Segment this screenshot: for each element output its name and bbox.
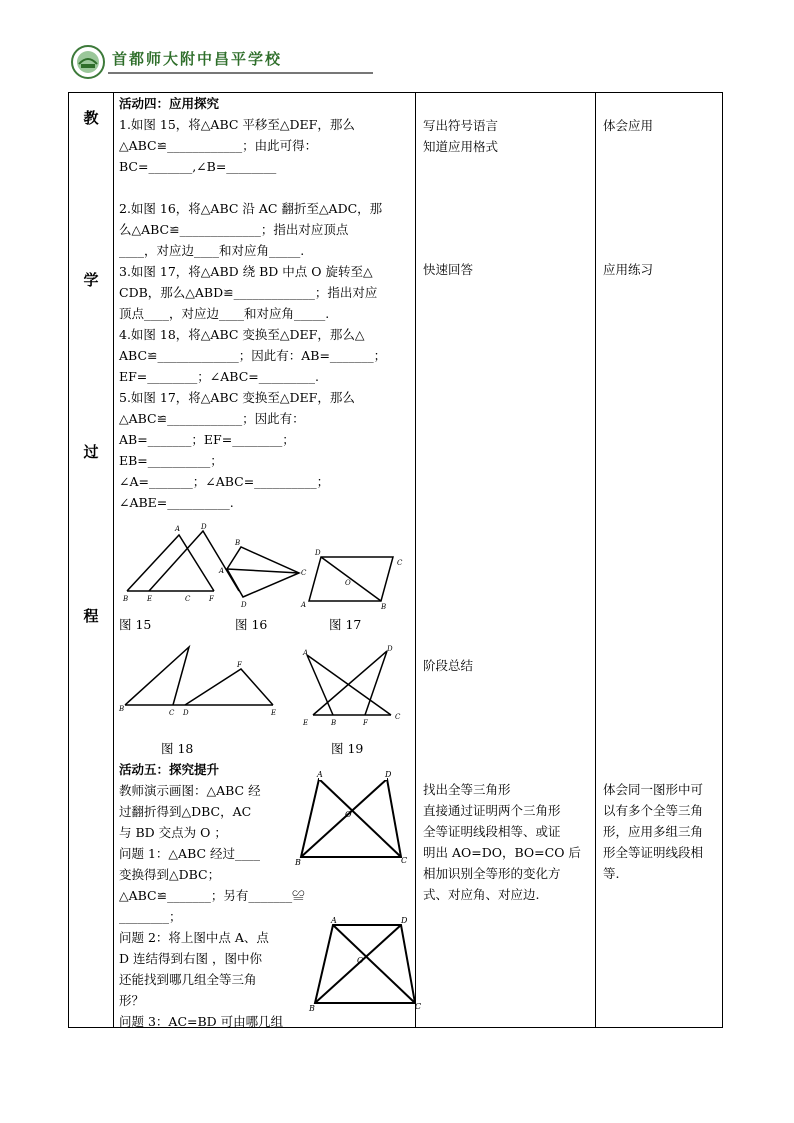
fig-label: C xyxy=(415,1002,422,1011)
fig-label: C xyxy=(301,569,307,577)
side-label-xue: 学 xyxy=(83,271,99,289)
fig-label: F xyxy=(237,661,242,669)
fig-label: B xyxy=(309,1004,315,1013)
caption-fig19: 图 19 xyxy=(331,741,364,756)
fig-label: A xyxy=(331,916,337,925)
col3-text: 式、对应角、对应边. xyxy=(423,887,540,902)
fig-label: A xyxy=(175,525,181,533)
col4-text: 形全等证明线段相 xyxy=(603,845,704,860)
col-divider xyxy=(415,93,416,1027)
a5-line: 变换得到△DBC； xyxy=(119,867,221,882)
col3-text: 找出全等三角形 xyxy=(423,782,511,797)
side-label-guo: 过 xyxy=(83,443,99,461)
a4-line: EB=__________； xyxy=(119,453,223,468)
school-name: 首都师大附中昌平学校 xyxy=(112,50,283,68)
fig-label: A xyxy=(219,567,225,575)
a5-line: 形？ xyxy=(119,993,145,1008)
side-label-jiao: 教 xyxy=(83,109,99,127)
fig-label: D xyxy=(315,549,321,557)
a4-line: EF=________；∠ABC=_________. xyxy=(119,369,319,384)
figure-16 xyxy=(219,539,309,609)
header-rule xyxy=(108,72,373,74)
a4-line: ∠ABE=__________. xyxy=(119,495,234,510)
fig-label: F xyxy=(363,719,368,727)
a5-line: 过翻折得到△DBC，AC xyxy=(119,804,252,819)
a5-line: △ABC≌_______；另有_______≌ xyxy=(119,888,305,903)
a4-line: 2.如图 16，将△ABC 沿 AC 翻折至△ADC，那 xyxy=(119,201,383,216)
fig-label: A xyxy=(301,601,307,609)
page-header xyxy=(70,44,310,84)
a4-line: △ABC≌____________；因此有： xyxy=(119,411,305,426)
col3-summary: 阶段总结 xyxy=(423,658,474,673)
a5-line: 教师演示画图：△ABC 经 xyxy=(119,783,261,798)
col3-text: 写出符号语言 xyxy=(423,118,499,133)
fig-label: C xyxy=(401,856,408,865)
activity4-title: 活动四：应用探究 xyxy=(119,96,220,111)
a4-line xyxy=(119,177,411,198)
caption-fig17: 图 17 xyxy=(329,617,362,632)
a5-line: 与 BD 交点为 O ； xyxy=(119,825,227,840)
col-divider xyxy=(113,93,114,1027)
figure-17 xyxy=(301,549,401,609)
a4-line: △ABC≌____________；由此可得： xyxy=(119,138,318,153)
a4-line: BC=_______,∠B=________ xyxy=(119,159,277,174)
fig-label: C xyxy=(169,709,175,717)
a5-line: ________； xyxy=(119,909,182,924)
a5-line: 问题 3：AC=BD 可由哪几组 xyxy=(119,1014,284,1029)
a4-line: CDB，那么△ABD≌_____________；指出对应 xyxy=(119,285,378,300)
col3-a4 xyxy=(423,115,498,157)
a4-line: ABC≌_____________；因此有：AB=_______； xyxy=(119,348,387,363)
fig-label: C xyxy=(395,713,401,721)
fig-label: D xyxy=(387,645,393,653)
fig-label: B xyxy=(119,705,125,713)
figure-fold xyxy=(295,769,407,865)
fig-label: B xyxy=(235,539,241,547)
fig-label: E xyxy=(271,709,277,717)
col3-text: 明出 AO=DO，BO=CO 后 xyxy=(423,845,581,860)
a5-line: D 连结得到右图 ，图中你 xyxy=(119,951,262,966)
col4-text: 体会同一图形中可 xyxy=(603,782,704,797)
fig-label: D xyxy=(385,770,392,779)
activity5-title: 活动五：探究提升 xyxy=(119,762,220,777)
fig-label: E xyxy=(303,719,309,727)
a5-line: 还能找到哪几组全等三角 xyxy=(119,972,257,987)
activity5-block xyxy=(119,759,305,1032)
fig-label: B xyxy=(381,603,387,611)
col3-a5 xyxy=(423,779,581,905)
lesson-table xyxy=(68,92,723,1028)
a4-line: 3.如图 17，将△ABD 绕 BD 中点 O 旋转至△ xyxy=(119,264,373,279)
a4-line: ____，对应边____和对应角_____. xyxy=(119,243,305,258)
fig-label: F xyxy=(209,595,214,603)
col4-apply: 体会应用 xyxy=(603,118,654,133)
figure-15 xyxy=(119,523,219,603)
caption-fig16: 图 16 xyxy=(235,617,268,632)
fig-label: A xyxy=(317,770,323,779)
col3-text: 直接通过证明两个三角形 xyxy=(423,803,561,818)
side-label-cheng: 程 xyxy=(83,607,99,625)
fig-label: C xyxy=(397,559,403,567)
caption-fig18: 图 18 xyxy=(161,741,194,756)
fig-label: C xyxy=(185,595,191,603)
a4-line: ∠A=_______；∠ABC=__________； xyxy=(119,474,330,489)
fig-label: B xyxy=(123,595,129,603)
a4-line: 4.如图 18，将△ABC 变换至△DEF，那么△ xyxy=(119,327,365,342)
col3-text: 全等证明线段相等、或证 xyxy=(423,824,561,839)
school-logo-icon xyxy=(70,44,106,80)
fig-label: E xyxy=(147,595,153,603)
col4-text: 形，应用多组三角 xyxy=(603,824,704,839)
a4-line: AB=_______；EF=________； xyxy=(119,432,295,447)
figure-connected xyxy=(309,915,421,1011)
fig-label: O xyxy=(345,579,351,587)
fig-label: O xyxy=(357,956,364,965)
col4-text: 等. xyxy=(603,866,620,881)
figure-19 xyxy=(301,647,406,727)
a5-line: 问题 2：将上图中点 A、点 xyxy=(119,930,269,945)
col-divider xyxy=(595,93,596,1027)
activity4-block xyxy=(119,93,411,513)
fig-label: B xyxy=(331,719,337,727)
col4-practice: 应用练习 xyxy=(603,262,654,277)
a4-line: 5.如图 17，将△ABC 变换至△DEF，那么 xyxy=(119,390,355,405)
col3-text: 相加识别全等形的变化方 xyxy=(423,866,561,881)
figure-18 xyxy=(119,641,279,721)
fig-label: D xyxy=(201,523,207,531)
caption-fig15: 图 15 xyxy=(119,617,152,632)
fig-label: O xyxy=(345,810,352,819)
a4-line: 1.如图 15，将△ABC 平移至△DEF，那么 xyxy=(119,117,355,132)
a4-line: 么△ABC≌_____________；指出对应顶点 xyxy=(119,222,349,237)
a4-line: 顶点____，对应边____和对应角_____. xyxy=(119,306,330,321)
col3-text: 知道应用格式 xyxy=(423,139,499,154)
col4-a5 xyxy=(603,779,703,884)
a5-line: 问题 1：△ABC 经过____ xyxy=(119,846,261,861)
fig-label: B xyxy=(295,858,301,867)
fig-label: D xyxy=(183,709,189,717)
fig-label: A xyxy=(303,649,309,657)
fig-label: D xyxy=(241,601,247,609)
col4-text: 以有多个全等三角 xyxy=(603,803,704,818)
fig-label: D xyxy=(401,916,408,925)
col3-quick: 快速回答 xyxy=(423,262,474,277)
